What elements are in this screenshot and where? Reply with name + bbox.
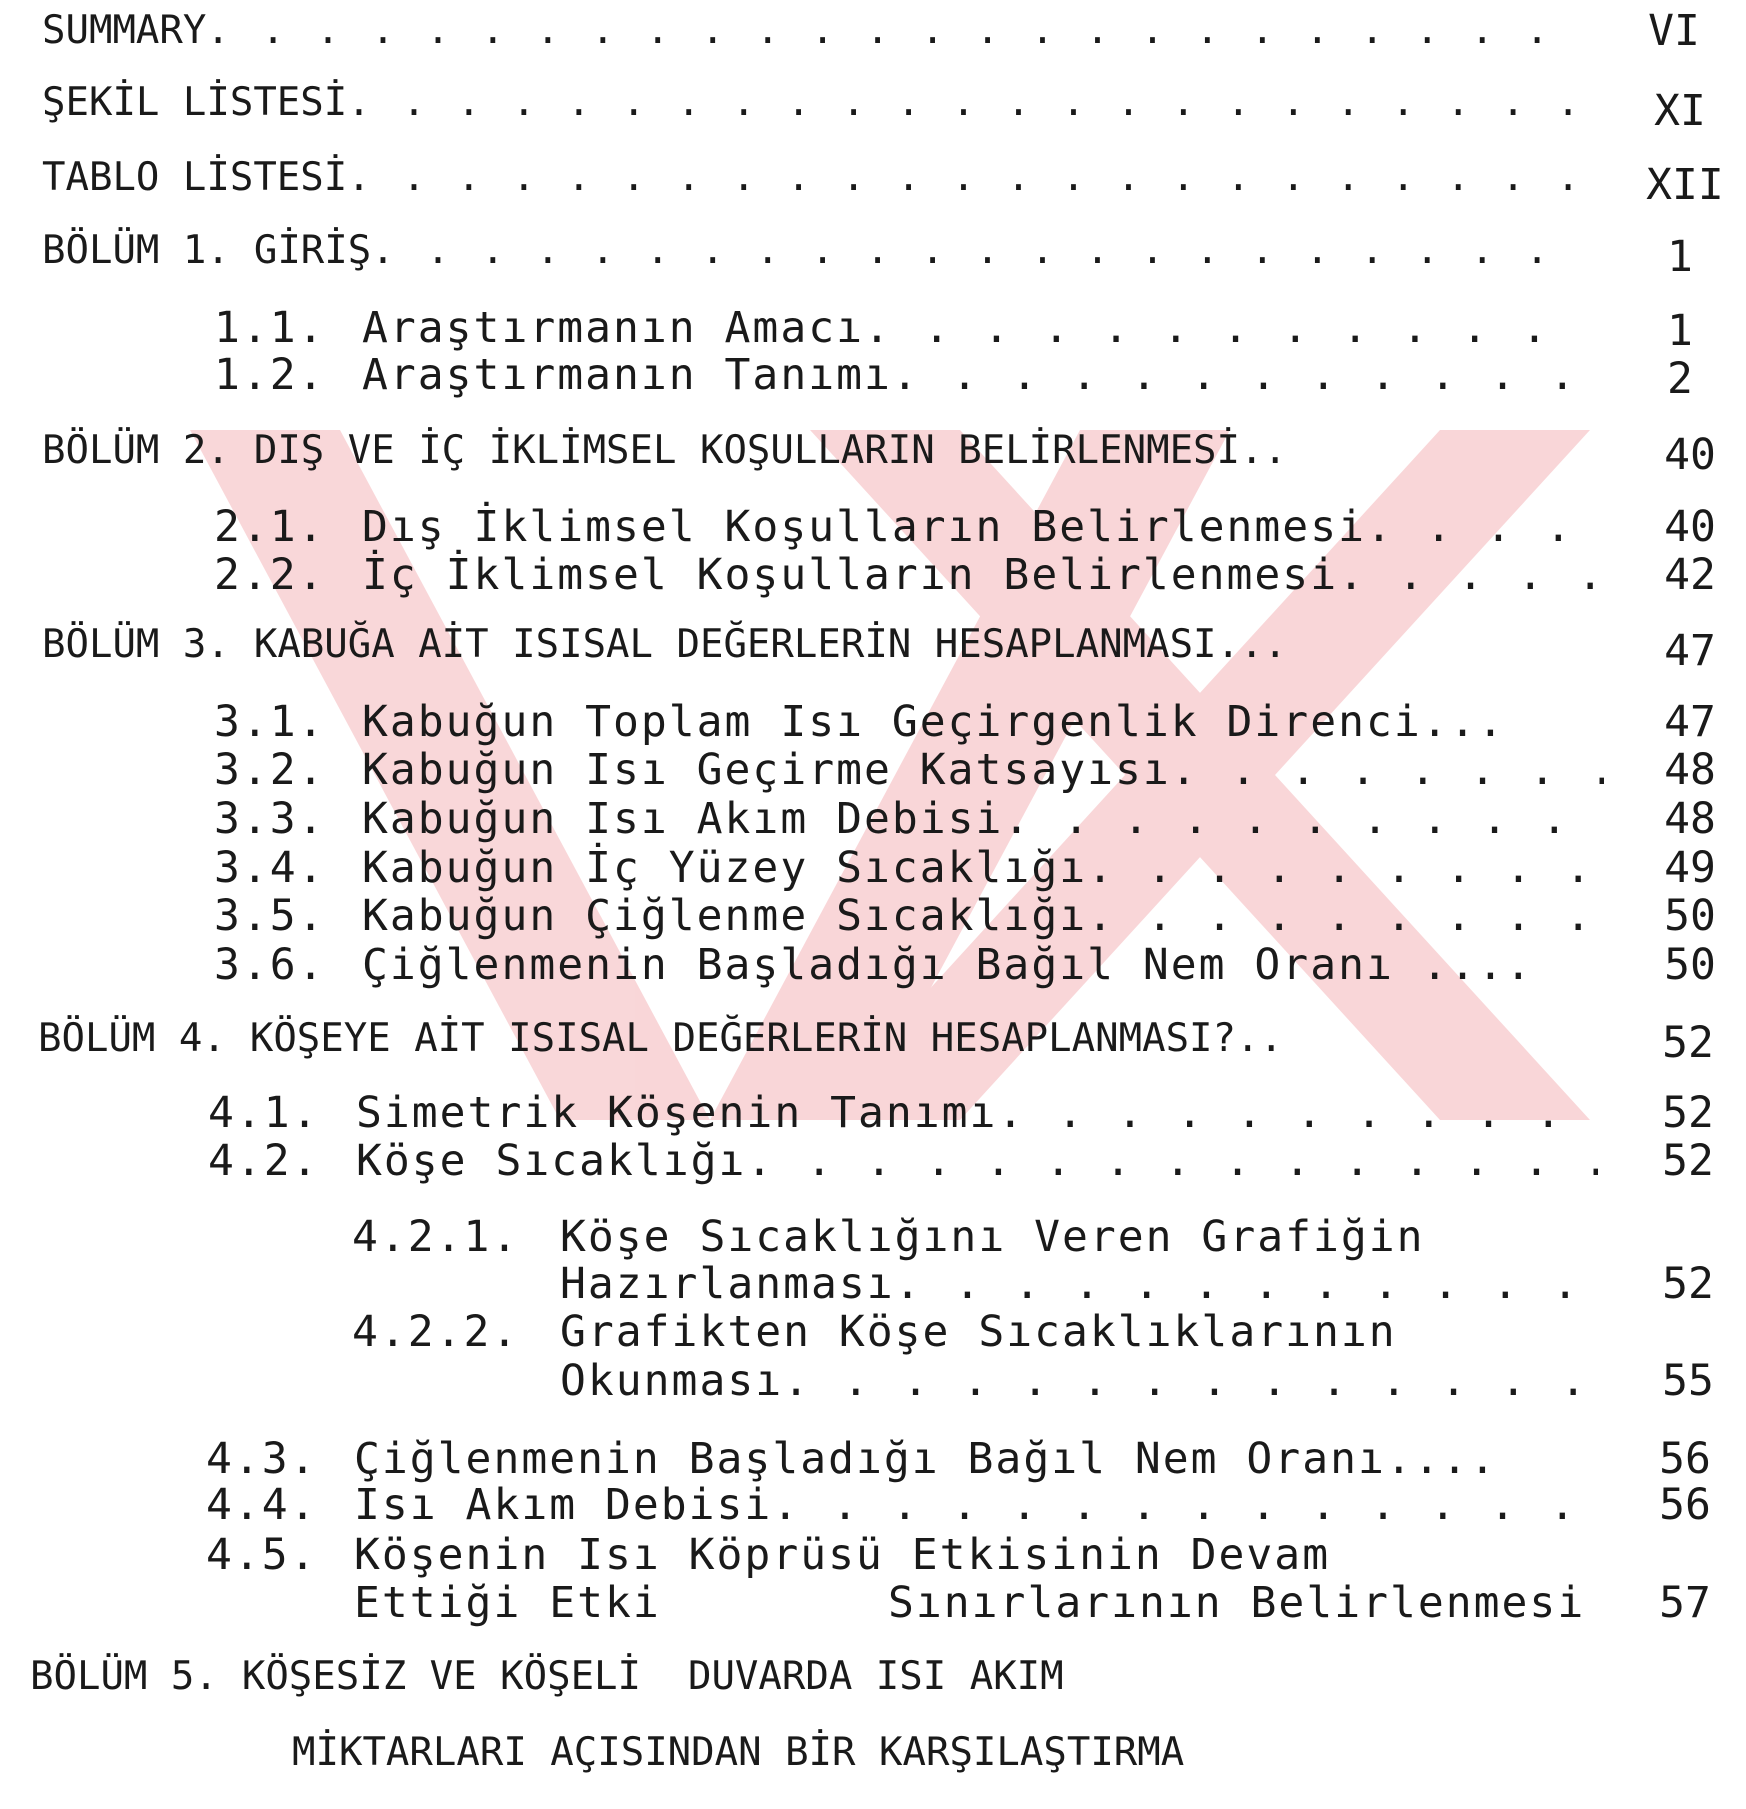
toc-page-number: 57 [1659, 1578, 1711, 1628]
chapter-number: BÖLÜM 3. [42, 622, 230, 667]
chapter-title: KÖŞESİZ VE KÖŞELİ DUVARDA ISI AKIM [241, 1654, 1064, 1699]
toc-page-number: 56 [1659, 1480, 1711, 1530]
toc-page-number: 52 [1662, 1088, 1714, 1138]
section-number: 4.2. [208, 1136, 320, 1186]
section-title: Kabuğun Isı Akım Debisi [362, 794, 1004, 844]
chapter-title: KÖŞEYE AİT ISISAL DEĞERLERİN HESAPLANMASI?.. [249, 1016, 1283, 1061]
subsection-title: Köşe Sıcaklığını Veren Grafiğin [560, 1212, 1425, 1262]
leader-dots [347, 80, 1572, 125]
chapter-title: GİRİŞ [253, 228, 372, 273]
leader-dots [371, 228, 1572, 273]
leader-dots [997, 1088, 1598, 1138]
toc-chapter-4 [38, 1016, 1598, 1072]
toc-page-number: 40 [1664, 430, 1716, 480]
leader-dots [1087, 891, 1604, 941]
section-title: İç İklimsel Koşulların Belirlenmesi [362, 550, 1339, 600]
section-title: Köşenin Isı Köprüsü Etkisinin Devam [354, 1530, 1331, 1580]
toc-page-number: XII [1646, 160, 1724, 210]
section-title: Simetrik Köşenin Tanımı [356, 1088, 998, 1138]
subsection-title-cont: Okunması [560, 1356, 784, 1406]
toc-section-2-2 [214, 550, 1604, 606]
toc-section-3-2 [214, 745, 1604, 801]
toc-entry-sekil-listesi [42, 80, 1572, 136]
section-number: 1.2. [214, 350, 326, 400]
chapter-number: BÖLÜM 5. [30, 1654, 218, 1699]
section-number: 3.3. [214, 794, 326, 844]
toc-page-number: 49 [1664, 843, 1716, 893]
toc-page-number: 50 [1664, 891, 1716, 941]
toc-page-number: 47 [1664, 697, 1716, 747]
leader-dots [347, 155, 1572, 200]
chapter-title-cont: MİKTARLARI AÇISINDAN BİR KARŞILAŞTIRMA [292, 1730, 1185, 1775]
toc-entry-summary [42, 8, 1542, 64]
subsection-number: 4.2.1. [352, 1212, 520, 1262]
section-number: 3.1. [214, 697, 326, 747]
toc-page-number: 40 [1664, 502, 1716, 552]
toc-section-3-3 [214, 794, 1604, 850]
toc-section-4-5-line2a: Ettiği Etki [354, 1578, 661, 1628]
section-title: Kabuğun Isı Geçirme Katsayısı [362, 745, 1171, 795]
section-number: 3.6. [214, 940, 326, 990]
section-number: 4.4. [206, 1480, 318, 1530]
leader-dots [1171, 745, 1604, 795]
toc-page-number: 47 [1664, 626, 1716, 676]
toc-page-number: VI [1648, 6, 1700, 56]
toc-section-4-2 [208, 1136, 1598, 1192]
toc-subsection-4-2-2-line1 [352, 1307, 1552, 1363]
toc-title: ŞEKİL LİSTESİ [42, 80, 348, 125]
leader-dots [864, 303, 1574, 353]
section-title: Köşe Sıcaklığı [356, 1136, 747, 1186]
toc-entry-tablo-listesi [42, 155, 1572, 211]
toc-page-number: 52 [1662, 1136, 1714, 1186]
leader-dots [1338, 550, 1604, 600]
toc-section-1-2 [214, 350, 1574, 406]
toc-section-4-5-line2b: Sınırlarının Belirlenmesi [888, 1578, 1586, 1628]
subsection-title-cont: Hazırlanması [560, 1259, 895, 1309]
leader-dots [895, 1259, 1600, 1309]
leader-dots [892, 350, 1574, 400]
section-title: Isı Akım Debisi [354, 1480, 773, 1530]
toc-page-number: 1 [1667, 232, 1693, 282]
toc-section-4-4 [206, 1480, 1566, 1536]
chapter-number: BÖLÜM 2. [42, 428, 230, 473]
toc-page-number: XI [1654, 86, 1706, 136]
toc-subsection-4-2-2-line2 [560, 1356, 1600, 1412]
toc-page-number: 48 [1664, 745, 1716, 795]
toc-page-number: 52 [1662, 1018, 1714, 1068]
section-title: Çiğlenmenin Başladığı Bağıl Nem Oranı.... [354, 1434, 1498, 1484]
leader-dots [1003, 794, 1604, 844]
toc-page-number: 56 [1659, 1434, 1711, 1484]
leader-dots [1087, 843, 1604, 893]
toc-title: SUMMARY [42, 8, 207, 53]
toc-page-number: 42 [1664, 550, 1716, 600]
toc-chapter-2 [42, 428, 1602, 484]
section-title: Dış İklimsel Koşulların Belirlenmesi [362, 502, 1366, 552]
chapter-number: BÖLÜM 4. [38, 1016, 226, 1061]
subsection-number: 4.2.2. [352, 1307, 520, 1357]
toc-chapter-5 [30, 1654, 1430, 1710]
section-number: 3.4. [214, 843, 326, 893]
toc-page-number: 2 [1667, 354, 1693, 404]
section-title: Kabuğun İç Yüzey Sıcaklığı [362, 843, 1088, 893]
leader-dots [746, 1136, 1598, 1186]
toc-page-number: 1 [1667, 306, 1693, 356]
toc-title: TABLO LİSTESİ [42, 155, 348, 200]
chapter-title: DIŞ VE İÇ İKLİMSEL KOŞULLARIN BELİRLENMESİ.. [253, 428, 1287, 473]
section-number: 4.1. [208, 1088, 320, 1138]
section-number: 3.5. [214, 891, 326, 941]
section-title: Kabuğun Çiğlenme Sıcaklığı [362, 891, 1088, 941]
section-title: Araştırmanın Amacı [362, 303, 864, 353]
chapter-number: BÖLÜM 1. [42, 228, 230, 273]
toc-page-number: 52 [1662, 1259, 1714, 1309]
section-number: 1.1. [214, 303, 326, 353]
section-number: 4.5. [206, 1530, 318, 1580]
toc-page-number: 48 [1664, 794, 1716, 844]
leader-dots [206, 8, 1542, 53]
leader-dots [783, 1356, 1600, 1406]
section-title: Çiğlenmenin Başladığı Bağıl Nem Oranı .... [362, 940, 1534, 990]
leader-dots [772, 1480, 1566, 1530]
chapter-title: KABUĞA AİT ISISAL DEĞERLERİN HESAPLANMASI... [253, 622, 1287, 667]
section-title: Araştırmanın Tanımı [362, 350, 892, 400]
section-number: 4.3. [206, 1434, 318, 1484]
section-number: 2.2. [214, 550, 326, 600]
toc-chapter-3 [42, 622, 1602, 678]
toc-page-number: 55 [1662, 1356, 1714, 1406]
toc-page-number: 50 [1664, 940, 1716, 990]
toc-section-3-6 [214, 940, 1604, 996]
section-number: 3.2. [214, 745, 326, 795]
toc-section-3-5 [214, 891, 1604, 947]
section-title: Kabuğun Toplam Isı Geçirgenlik Direnci... [362, 697, 1506, 747]
subsection-title: Grafikten Köşe Sıcaklıklarının [560, 1307, 1397, 1357]
leader-dots [1366, 502, 1604, 552]
section-number: 2.1. [214, 502, 326, 552]
toc-chapter-1 [42, 228, 1572, 284]
